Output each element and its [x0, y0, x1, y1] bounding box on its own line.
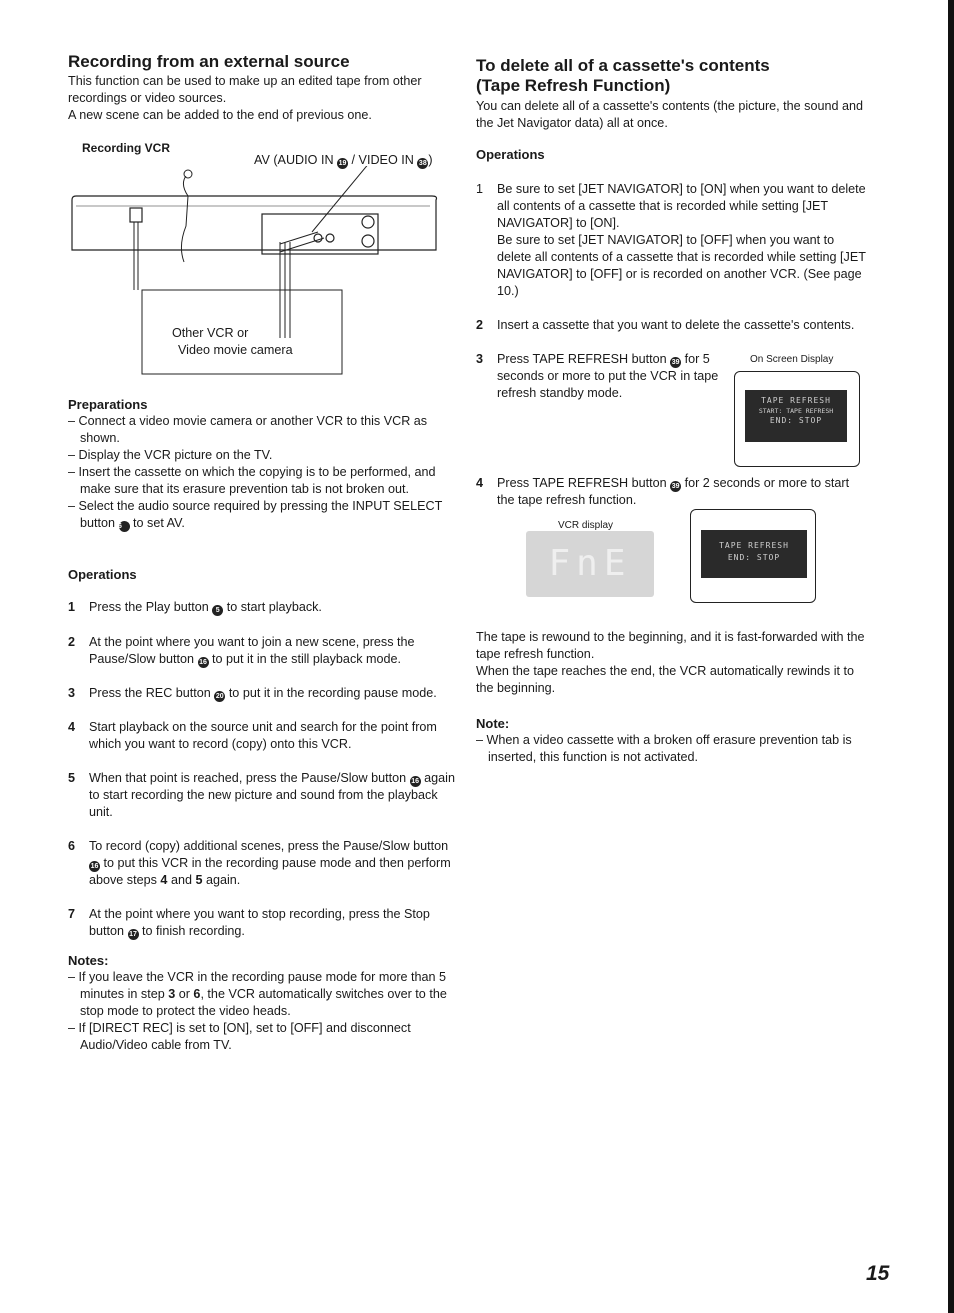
note-item: – If you leave the VCR in the recording pause mode for more than 5 minutes in step 3 or 6, the VCR automatically switches over to the stop mode to protect the video heads. [68, 970, 447, 1018]
step-3: 3 Press the REC button 20 to put it in the recording pause mode. [68, 686, 437, 700]
vcr-back-panel [72, 196, 437, 254]
cable-av [280, 166, 370, 338]
section-title: Recording from an external source [68, 52, 350, 71]
step-6: 6 To record (copy) additional scenes, press the Pause/Slow button 16 to put this VCR in the recording pause mode and then perform above steps 4 and 5 again. [68, 839, 451, 887]
rec-marker: 20 [215, 693, 224, 700]
notes-heading: Notes: [68, 953, 109, 968]
intro-text: You can delete all of a cassette's contents (the picture, the sound and the Jet Navigator data) all at once. [476, 99, 864, 130]
note-item: – When a video cassette with a broken off erasure prevention tab is inserted, this function is not activated. [476, 733, 852, 764]
result-text: When the tape reaches the end, the VCR automatically rewinds it to the beginning. [476, 664, 855, 695]
step-1: 1 Be sure to set [JET NAVIGATOR] to [ON] when you want to delete all contents of a cassette that is recorded while setting [JET NAVIGATOR] to [ON]. Be sure to set [JET NAVIGATOR] to [OFF] when you want to delete all contents of a cassette that is recorded while setting [JET NAVIGATOR] to [OFF] or is recorded on another VCR. (See page 10.) [476, 182, 866, 298]
section-title: To delete all of a cassette's contents (Tape Refresh Function) [476, 56, 770, 95]
result-text: The tape is rewound to the beginning, and it is fast-forwarded with the tape refresh function. [476, 630, 865, 661]
preparation-item: – Connect a video movie camera or another VCR to this VCR as shown. [68, 414, 428, 445]
video-in-marker: 38 [418, 160, 427, 167]
preparation-item: – Select the audio source required by pressing the INPUT SELECT button 36 to set AV. [68, 499, 443, 530]
note-item: – If [DIRECT REC] is set to [ON], set to [OFF] and disconnect Audio/Video cable from TV. [68, 1021, 411, 1052]
operations-heading: Operations [476, 147, 545, 162]
step-3: 3 Press TAPE REFRESH button 39 for 5 seconds or more to put the VCR in tape refresh standby mode. [476, 352, 719, 400]
pause-marker: 16 [90, 863, 99, 870]
page-number: 15 [866, 1262, 890, 1285]
connection-diagram [68, 141, 460, 384]
intro-text: A new scene can be added to the end of previous one. [68, 108, 372, 122]
tape-refresh-marker: 39 [671, 359, 680, 366]
preparation-item: – Display the VCR picture on the TV. [68, 448, 273, 462]
pause-marker: 16 [411, 778, 420, 785]
step-5: 5 When that point is reached, press the Pause/Slow button 16 again to start recording the new picture and sound from the playback unit. [68, 771, 455, 819]
left-column [68, 52, 460, 1054]
note-heading: Note: [476, 716, 510, 731]
vcr-display: FnE [526, 531, 654, 597]
step-7: 7 At the point where you want to stop recording, press the Stop button 17 to finish recording. [68, 907, 430, 938]
tv-screen-2 [690, 509, 816, 603]
play-marker: 5 [212, 605, 223, 616]
tv-screen-1 [734, 371, 860, 467]
step-4: 4 Press TAPE REFRESH button 39 for 2 seconds or more to start the tape refresh function. [476, 476, 850, 507]
operations-heading: Operations [68, 567, 137, 582]
on-screen-display-label: On Screen Display [750, 354, 834, 365]
av-label: AV (AUDIO IN 19 / VIDEO IN 38 ) [254, 153, 433, 167]
tape-refresh-marker: 39 [671, 483, 680, 490]
step-2: 2 Insert a cassette that you want to delete the cassette's contents. [476, 318, 855, 332]
osd-standby: TAPE REFRESH START: TAPE REFRESH END: STOP [745, 390, 847, 442]
input-select-marker: 36 [119, 521, 130, 532]
step-4: 4 Start playback on the source unit and search for the point from which you want to record (copy) onto this VCR. [68, 720, 437, 751]
preparations-heading: Preparations [68, 397, 148, 412]
step-2: 2 At the point where you want to join a new scene, press the Pause/Slow button 16 to put it in the still playback mode. [68, 635, 415, 666]
step-1: 1 Press the Play button 5 to start playback. [68, 600, 322, 614]
cable-left [134, 170, 192, 290]
audio-in-marker: 19 [338, 160, 347, 167]
other-vcr-label: Other VCR or Video movie camera [172, 326, 293, 357]
step-4-displays [476, 509, 868, 629]
page-edge [948, 0, 954, 1313]
pause-marker: 16 [199, 659, 207, 666]
recording-vcr-label: Recording VCR [82, 141, 171, 155]
vcr-display-label: VCR display [558, 520, 614, 531]
preparation-item: – Insert the cassette on which the copying is to be performed, and make sure that its erasure prevention tab is not broken out. [68, 465, 436, 496]
step-3-block [476, 351, 868, 475]
right-column [476, 56, 868, 766]
stop-marker: 17 [129, 931, 137, 938]
intro-text: This function can be used to make up an edited tape from other recordings or video sources. [68, 74, 422, 105]
osd-refresh: TAPE REFRESH END: STOP [701, 530, 807, 578]
